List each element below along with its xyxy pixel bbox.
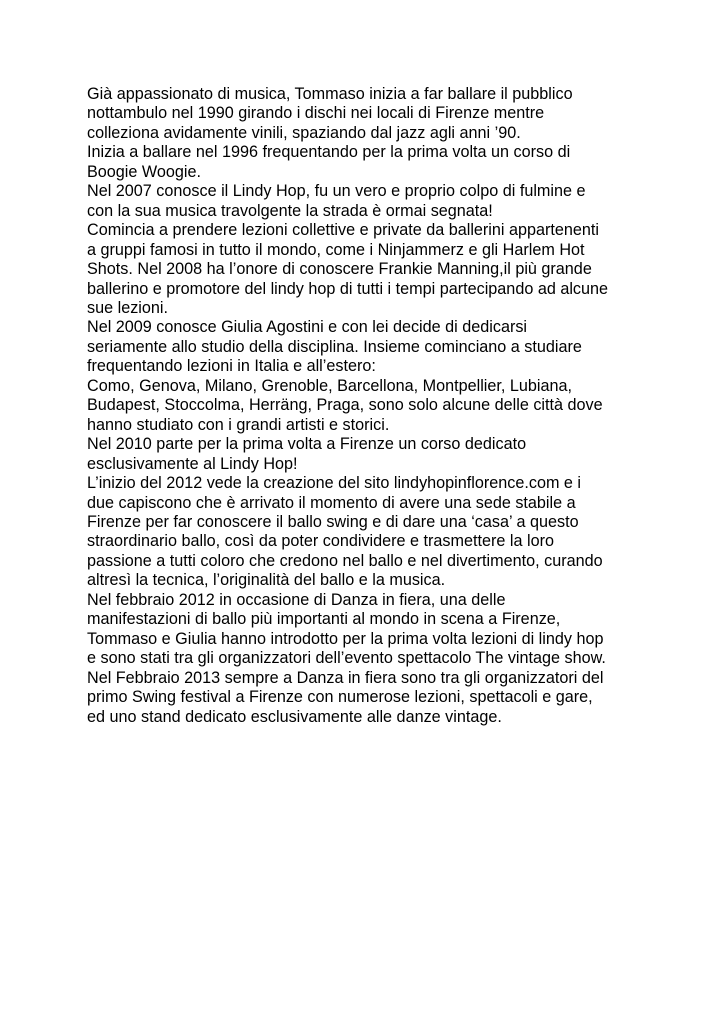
text-line: Shots. Nel 2008 ha l’onore di conoscere Frankie Manning,il più grande <box>87 260 592 279</box>
text-line: Budapest, Stoccolma, Herräng, Praga, sono solo alcune delle città dove <box>87 396 603 415</box>
text-line: Comincia a prendere lezioni collettive e private da ballerini appartenenti <box>87 221 600 240</box>
text-line: nottambulo nel 1990 girando i dischi nei locali di Firenze mentre <box>87 104 545 123</box>
text-line: primo Swing festival a Firenze con numerose lezioni, spettacoli e gare, <box>87 688 593 707</box>
text-line: Firenze per far conoscere il ballo swing e di dare una ‘casa’ a questo <box>87 512 579 531</box>
text-line: Nel 2007 conosce il Lindy Hop, fu un vero e proprio colpo di fulmine e <box>87 182 586 201</box>
text-line: Nel Febbraio 2013 sempre a Danza in fiera sono tra gli organizzatori del <box>87 668 604 687</box>
text-line: ed uno stand dedicato esclusivamente alle danze vintage. <box>87 707 502 726</box>
text-line: Nel 2009 conosce Giulia Agostini e con lei decide di dedicarsi <box>87 318 528 337</box>
text-line: L’inizio del 2012 vede la creazione del sito lindyhopinflorence.com e i <box>87 474 582 493</box>
text-line: hanno studiato con i grandi artisti e storici. <box>87 415 390 434</box>
biography-text <box>87 85 647 727</box>
text-line: Boogie Woogie. <box>87 162 201 181</box>
text-line: straordinario ballo, così da poter condividere e trasmettere la loro <box>87 532 554 551</box>
text-line: e sono stati tra gli organizzatori dell’evento spettacolo The vintage show. <box>87 649 606 668</box>
text-line: con la sua musica travolgente la strada è ormai segnata! <box>87 201 493 220</box>
text-line: Inizia a ballare nel 1996 frequentando per la prima volta un corso di <box>87 143 571 162</box>
text-line: due capiscono che è arrivato il momento di avere una sede stabile a <box>87 493 576 512</box>
text-line: frequentando lezioni in Italia e all’estero: <box>87 357 376 376</box>
text-line: manifestazioni di ballo più importanti al mondo in scena a Firenze, <box>87 610 561 629</box>
text-line: colleziona avidamente vinili, spaziando dal jazz agli anni ’90. <box>87 123 521 142</box>
text-line: altresì la tecnica, l’originalità del ballo e la musica. <box>87 571 446 590</box>
text-line: a gruppi famosi in tutto il mondo, come i Ninjammerz e gli Harlem Hot <box>87 240 585 259</box>
text-line: ballerino e promotore del lindy hop di tutti i tempi partecipando ad alcune <box>87 279 609 298</box>
text-line: Nel 2010 parte per la prima volta a Firenze un corso dedicato <box>87 435 527 454</box>
text-line: seriamente allo studio della disciplina. Insieme cominciano a studiare <box>87 337 582 356</box>
text-line: esclusivamente al Lindy Hop! <box>87 454 298 473</box>
text-line: Como, Genova, Milano, Grenoble, Barcellona, Montpellier, Lubiana, <box>87 376 572 395</box>
text-line: Già appassionato di musica, Tommaso inizia a far ballare il pubblico <box>87 85 573 103</box>
text-line: passione a tutti coloro che credono nel ballo e nel divertimento, curando <box>87 551 603 570</box>
text-line: Tommaso e Giulia hanno introdotto per la prima volta lezioni di lindy hop <box>87 629 604 648</box>
text-line: sue lezioni. <box>87 298 168 317</box>
text-line: Nel febbraio 2012 in occasione di Danza in fiera, una delle <box>87 590 506 609</box>
